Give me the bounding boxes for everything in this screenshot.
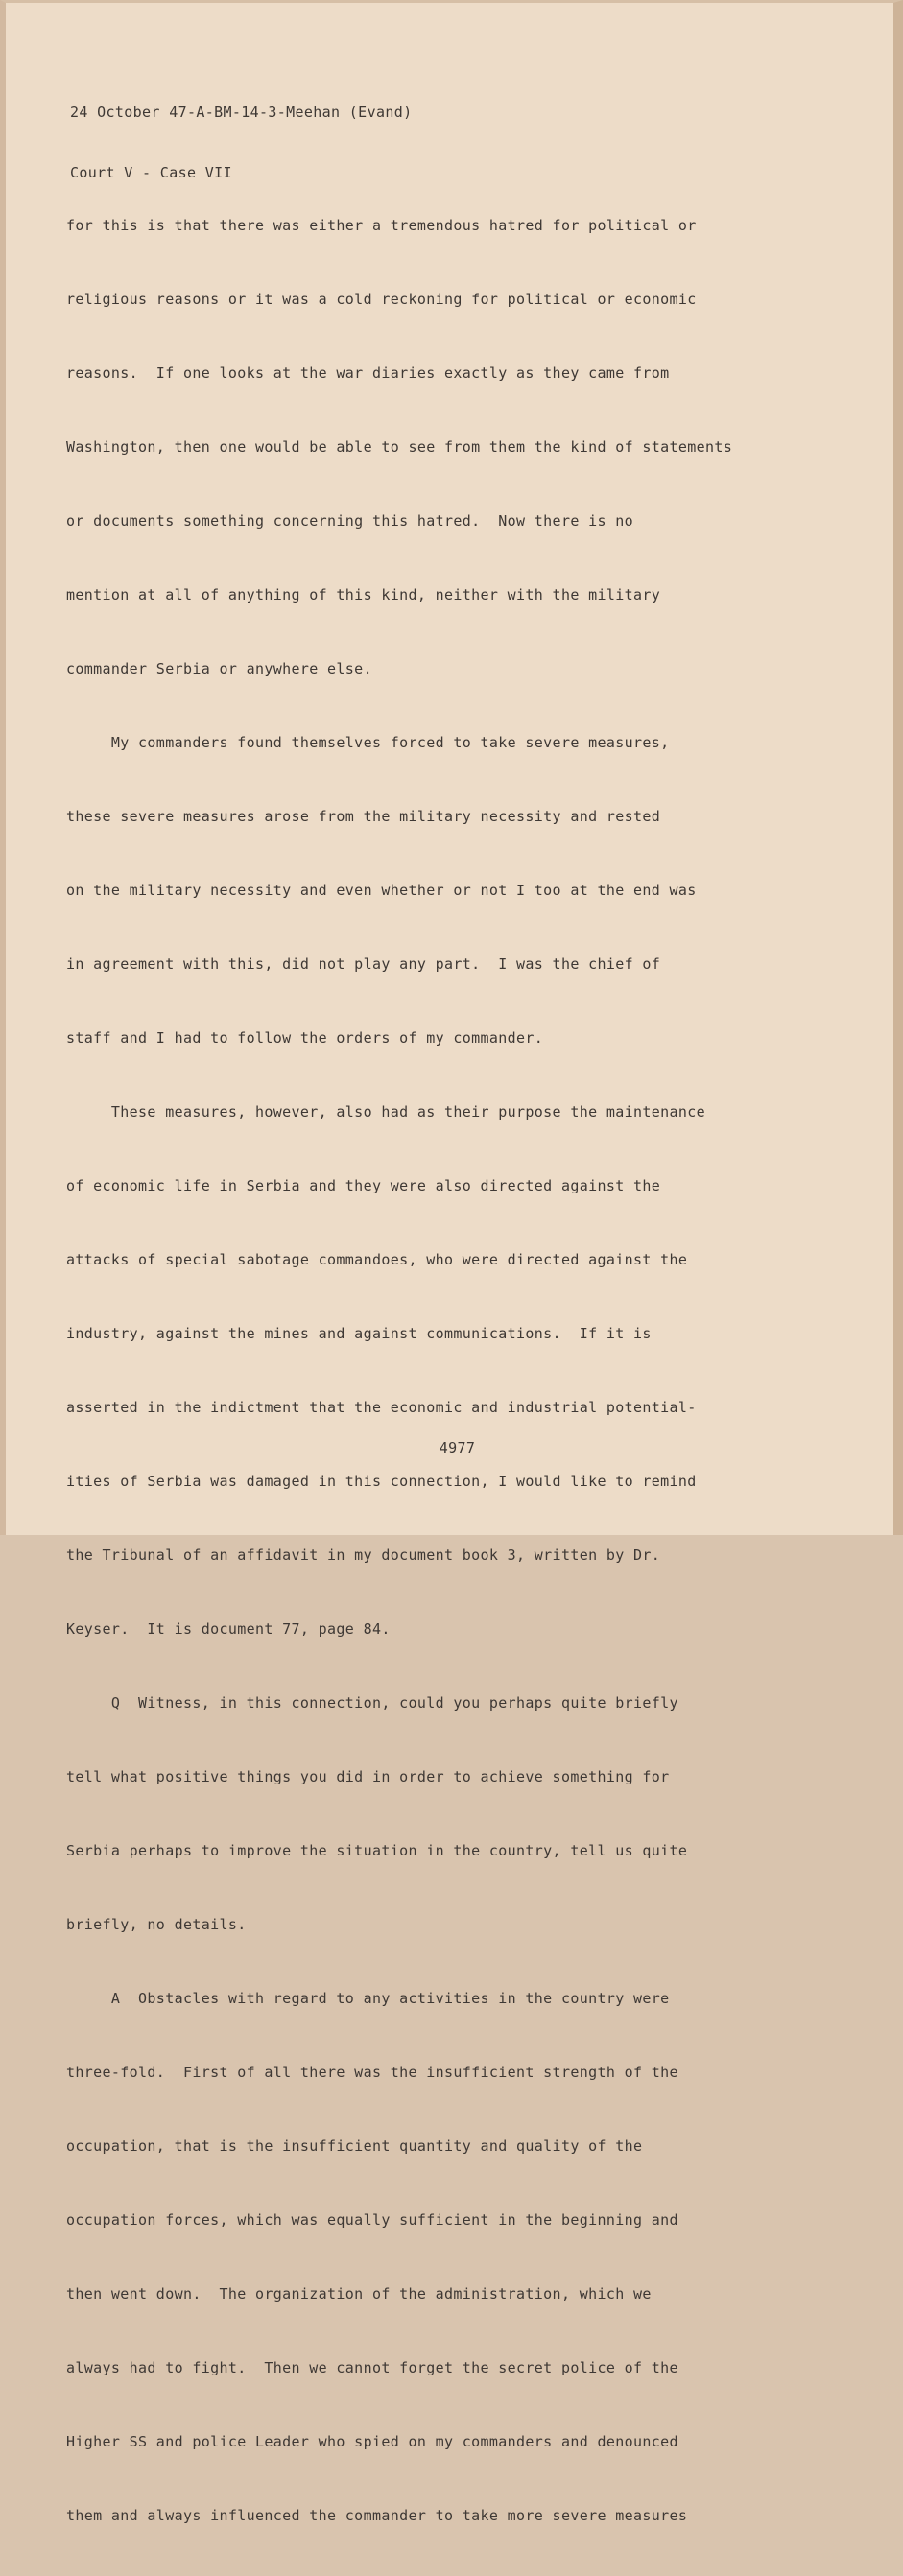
text-line: Higher SS and police Leader who spied on my commanders and denounced — [66, 2433, 678, 2450]
document-body — [66, 177, 732, 2576]
page-number: 4977 — [439, 1439, 476, 1456]
text-line: occupation, that is the insufficient quantity and quality of the — [66, 2138, 643, 2155]
text-line: on the military necessity and even whether or not I too at the end was — [66, 882, 697, 899]
header-reference-line: 24 October 47-A-BM-14-3-Meehan (Evand) — [70, 104, 413, 121]
text-line: reasons. If one looks at the war diaries exactly as they came from — [66, 365, 670, 382]
text-line: ities of Serbia was damaged in this connection, I would like to remind — [66, 1473, 697, 1490]
text-line: Keyser. It is document 77, page 84. — [66, 1620, 391, 1638]
text-line: the Tribunal of an affidavit in my document book 3, written by Dr. — [66, 1547, 661, 1564]
text-line: occupation forces, which was equally sufficient in the beginning and — [66, 2211, 678, 2229]
text-line: My commanders found themselves forced to take severe measures, — [66, 734, 670, 751]
text-line: in agreement with this, did not play any part. I was the chief of — [66, 956, 661, 973]
text-line: Washington, then one would be able to see from them the kind of statements — [66, 438, 733, 456]
text-line: A Obstacles with regard to any activities in the country were — [66, 1990, 670, 2007]
text-line: mention at all of anything of this kind, neither with the military — [66, 586, 661, 603]
text-line: industry, against the mines and against communications. If it is — [66, 1325, 652, 1342]
text-line: always had to fight. Then we cannot forget the secret police of the — [66, 2359, 678, 2376]
text-line: for this is that there was either a tremendous hatred for political or — [66, 217, 697, 234]
text-line: Serbia perhaps to improve the situation in the country, tell us quite — [66, 1842, 688, 1859]
text-line: of economic life in Serbia and they were also directed against the — [66, 1177, 661, 1194]
header-court-line: Court V - Case VII — [70, 164, 232, 181]
text-line: then went down. The organization of the administration, which we — [66, 2285, 652, 2303]
text-line: these severe measures arose from the military necessity and rested — [66, 808, 661, 825]
text-line: asserted in the indictment that the economic and industrial potential- — [66, 1399, 697, 1416]
text-line: religious reasons or it was a cold reckoning for political or economic — [66, 291, 697, 308]
text-line: them and always influenced the commander to take more severe measures — [66, 2507, 688, 2524]
text-line: These measures, however, also had as their purpose the maintenance — [66, 1103, 706, 1121]
text-line: or documents something concerning this hatred. Now there is no — [66, 512, 633, 530]
text-line: Q Witness, in this connection, could you perhaps quite briefly — [66, 1694, 678, 1712]
text-line: staff and I had to follow the orders of my commander. — [66, 1029, 544, 1047]
text-line: tell what positive things you did in order to achieve something for — [66, 1768, 670, 1785]
text-line: attacks of special sabotage commandoes, who were directed against the — [66, 1251, 688, 1268]
text-line: briefly, no details. — [66, 1916, 247, 1933]
text-line: commander Serbia or anywhere else. — [66, 660, 372, 677]
text-line: three-fold. First of all there was the insufficient strength of the — [66, 2064, 678, 2081]
